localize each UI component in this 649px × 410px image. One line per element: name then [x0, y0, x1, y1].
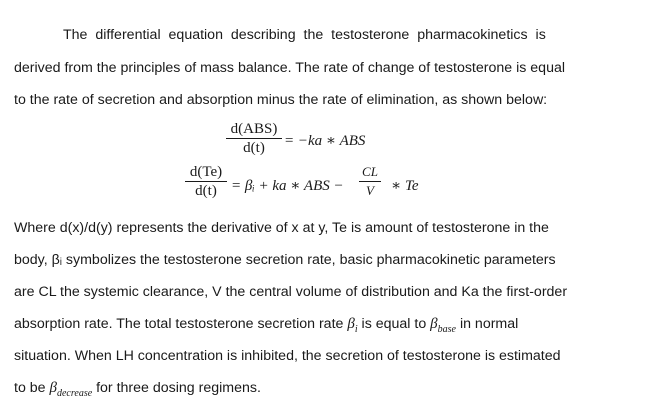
fraction-denominator: d(t)	[195, 183, 217, 199]
text-line	[14, 378, 261, 404]
text-line	[14, 314, 518, 340]
fraction-numerator: d(Te)	[185, 163, 227, 182]
text-segment: to be	[14, 380, 50, 396]
paragraph-line	[14, 346, 590, 366]
paragraph-line	[63, 25, 590, 45]
fraction-numerator: d(ABS)	[226, 120, 282, 139]
text-segment: for three dosing regimens.	[92, 380, 261, 396]
beta-base-symbol: $\beta_{base}$	[430, 316, 456, 335]
paragraph-line	[14, 58, 590, 78]
text-segment: absorption rate. The total testosterone secretion rate	[14, 316, 348, 332]
fraction-numerator: CL	[359, 163, 381, 182]
text-line: derived from the principles of mass balance. The rate of change of testosterone is equal	[14, 60, 565, 76]
paragraph-line	[14, 314, 590, 340]
text-segment: in normal	[456, 316, 519, 332]
text-segment: is equal to	[357, 316, 431, 332]
paragraph-line	[14, 282, 590, 302]
equation-rhs-left: = βᵢ + ka ∗ ABS −	[231, 178, 344, 194]
text-line: Where d(x)/d(y) represents the derivative of x at y, Te is amount of testosterone in the	[14, 220, 549, 236]
clearance-fraction	[359, 163, 381, 200]
paragraph-line	[14, 90, 590, 110]
beta-decrease-symbol: $\beta_{decrease}$	[49, 380, 93, 399]
text-line: The differential equation describing the testosterone pharmacokinetics is	[63, 27, 546, 43]
fraction-denominator: d(t)	[243, 140, 265, 156]
fraction	[185, 163, 227, 200]
text-line: to the rate of secretion and absorption minus the rate of elimination, as shown below:	[14, 92, 548, 108]
text-line: situation. When LH concentration is inhibited, the secretion of testosterone is estimated	[14, 348, 561, 364]
beta-i-symbol: $\beta_i$	[347, 316, 358, 335]
paragraph-line	[14, 218, 590, 238]
paragraph-line	[14, 378, 590, 404]
equation-rhs-right: ∗ Te	[391, 178, 419, 194]
paragraph-line	[14, 250, 590, 270]
text-line: body, βᵢ symbolizes the testosterone secretion rate, basic pharmacokinetic parameters	[14, 252, 556, 268]
fraction-denominator: V	[366, 183, 374, 198]
fraction	[226, 120, 282, 157]
text-line: are CL the systemic clearance, V the central volume of distribution and Ka the first-order	[14, 284, 568, 300]
equation-rhs: = −ka ∗ ABS	[284, 133, 366, 149]
